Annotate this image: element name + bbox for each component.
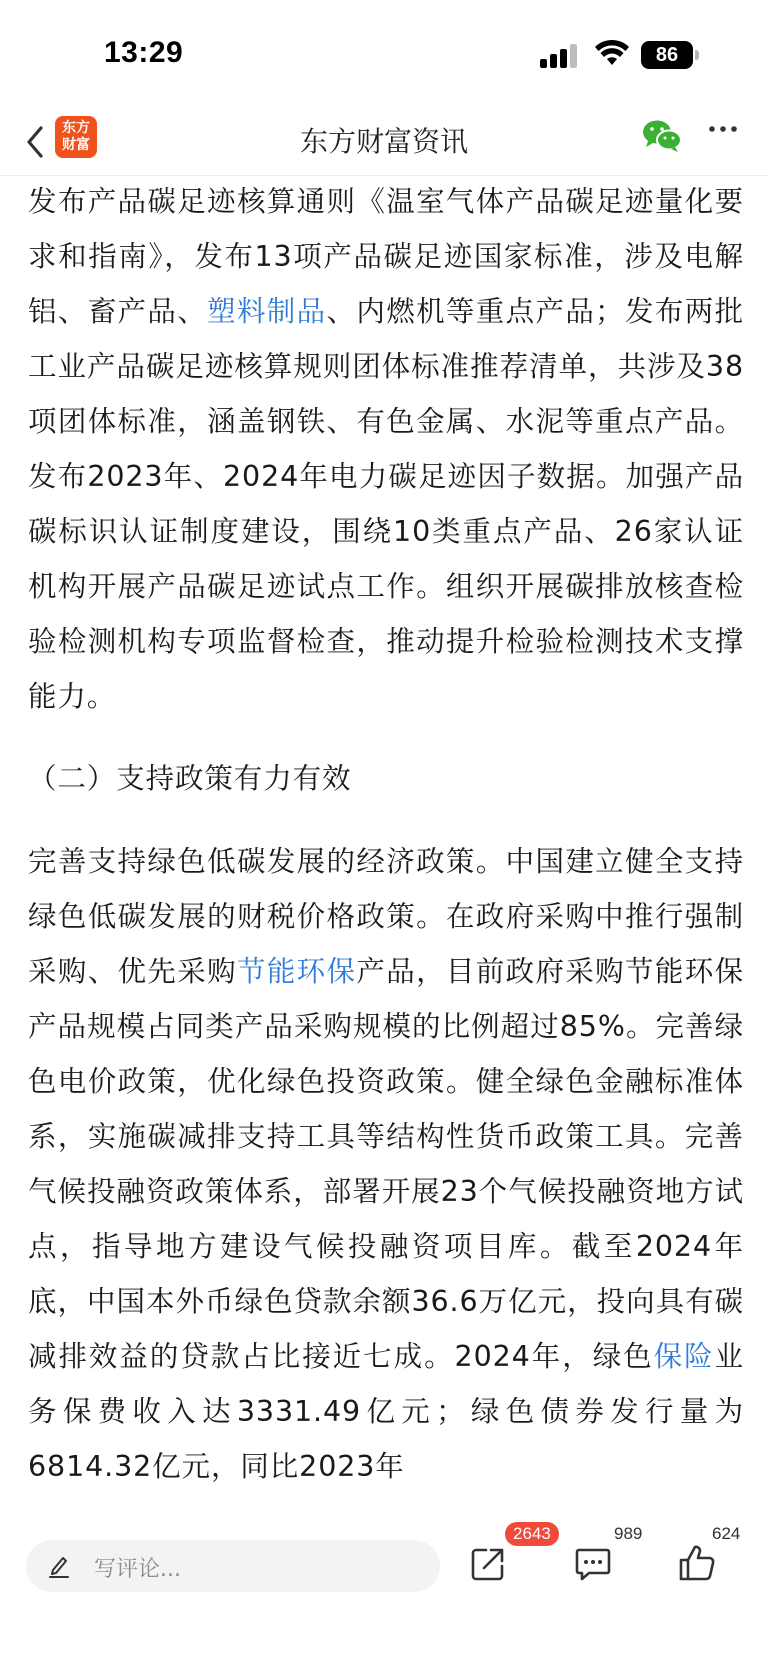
share-icon[interactable] [470,1546,506,1582]
section-heading: （二）支持政策有力有效 [28,762,352,795]
comment-count: 989 [614,1524,643,1543]
status-bar [0,0,768,110]
thumbs-up-icon[interactable] [678,1544,716,1582]
more-options-icon[interactable] [708,124,738,134]
article-body [28,174,744,1526]
battery-tip [695,50,699,60]
article-paragraph-2 [28,834,744,1494]
comment-icon[interactable] [574,1546,612,1582]
wechat-share-icon[interactable] [641,118,683,154]
logo-line-1: 东方 [62,120,90,136]
wifi-icon [594,38,630,68]
back-arrow-icon[interactable] [22,122,50,162]
comment-placeholder: 写评论... [94,1557,181,1582]
pen-icon [48,1553,72,1579]
text-segment: 产品，目前政府采购节能环保产品规模占同类产品采购规模的比例超过85%。完善绿色电价政策，优化绿色投资政策。健全绿色金融标准体系，实施碳减排支持工具等结构性货币政策工具。完善气候投融资政策体系，部署开展23个气候投融资地方试点，指导地方建设气候投融资项目库。截至2024年底，中国本外币绿色贷款余额36.6万亿元，投向具有碳减排效益的贷款占比接近七成。2024年，绿色 [28,955,744,1373]
stock-topic-link-energy-saving[interactable]: 节能环保 [236,955,357,988]
battery-indicator: 86 [641,41,693,69]
text-segment: 、内燃机等重点产品；发布两批工业产品碳足迹核算规则团体标准推荐清单，共涉及38项团体标准，涵盖钢铁、有色金属、水泥等重点产品。发布2023年、2024年电力碳足迹因子数据。加强产品碳标识认证制度建设，围绕10类重点产品、26家认证机构开展产品碳足迹试点工作。组织开展碳排放核查检验检测机构专项监督检查，推动提升检验检测技术支撑能力。 [28,295,744,713]
nav-bar [0,110,768,176]
text-segment: 发布产品碳足迹核算通则《温室气体产品碳足迹量化要求和指南》，发布13项产品碳足迹国家标准，涉及电解铝、畜产品、 [28,185,744,328]
stock-topic-link-plastics[interactable]: 塑料制品 [207,295,327,328]
bottom-action-bar [0,1526,768,1669]
status-time: 13:29 [104,36,184,69]
cellular-signal-icon [540,42,580,68]
stock-topic-link-insurance[interactable]: 保险 [653,1340,715,1373]
like-count: 624 [712,1524,741,1543]
text-segment: 完善支持绿色低碳发展的经济政策。中国建立健全支持绿色低碳发展的财税价格政策。在政府采购中推行强制采购、优先采购 [28,845,744,988]
text-segment: 业务保费收入达3331.49亿元；绿色债券发行量为6814.32亿元，同比2023年 [28,1340,744,1483]
share-count-badge: 2643 [505,1522,559,1546]
eastmoney-logo[interactable] [55,116,97,158]
comment-input[interactable] [26,1540,440,1592]
logo-line-2: 财富 [62,137,90,153]
article-paragraph-1 [28,174,744,724]
page-title: 东方财富资讯 [299,125,468,158]
